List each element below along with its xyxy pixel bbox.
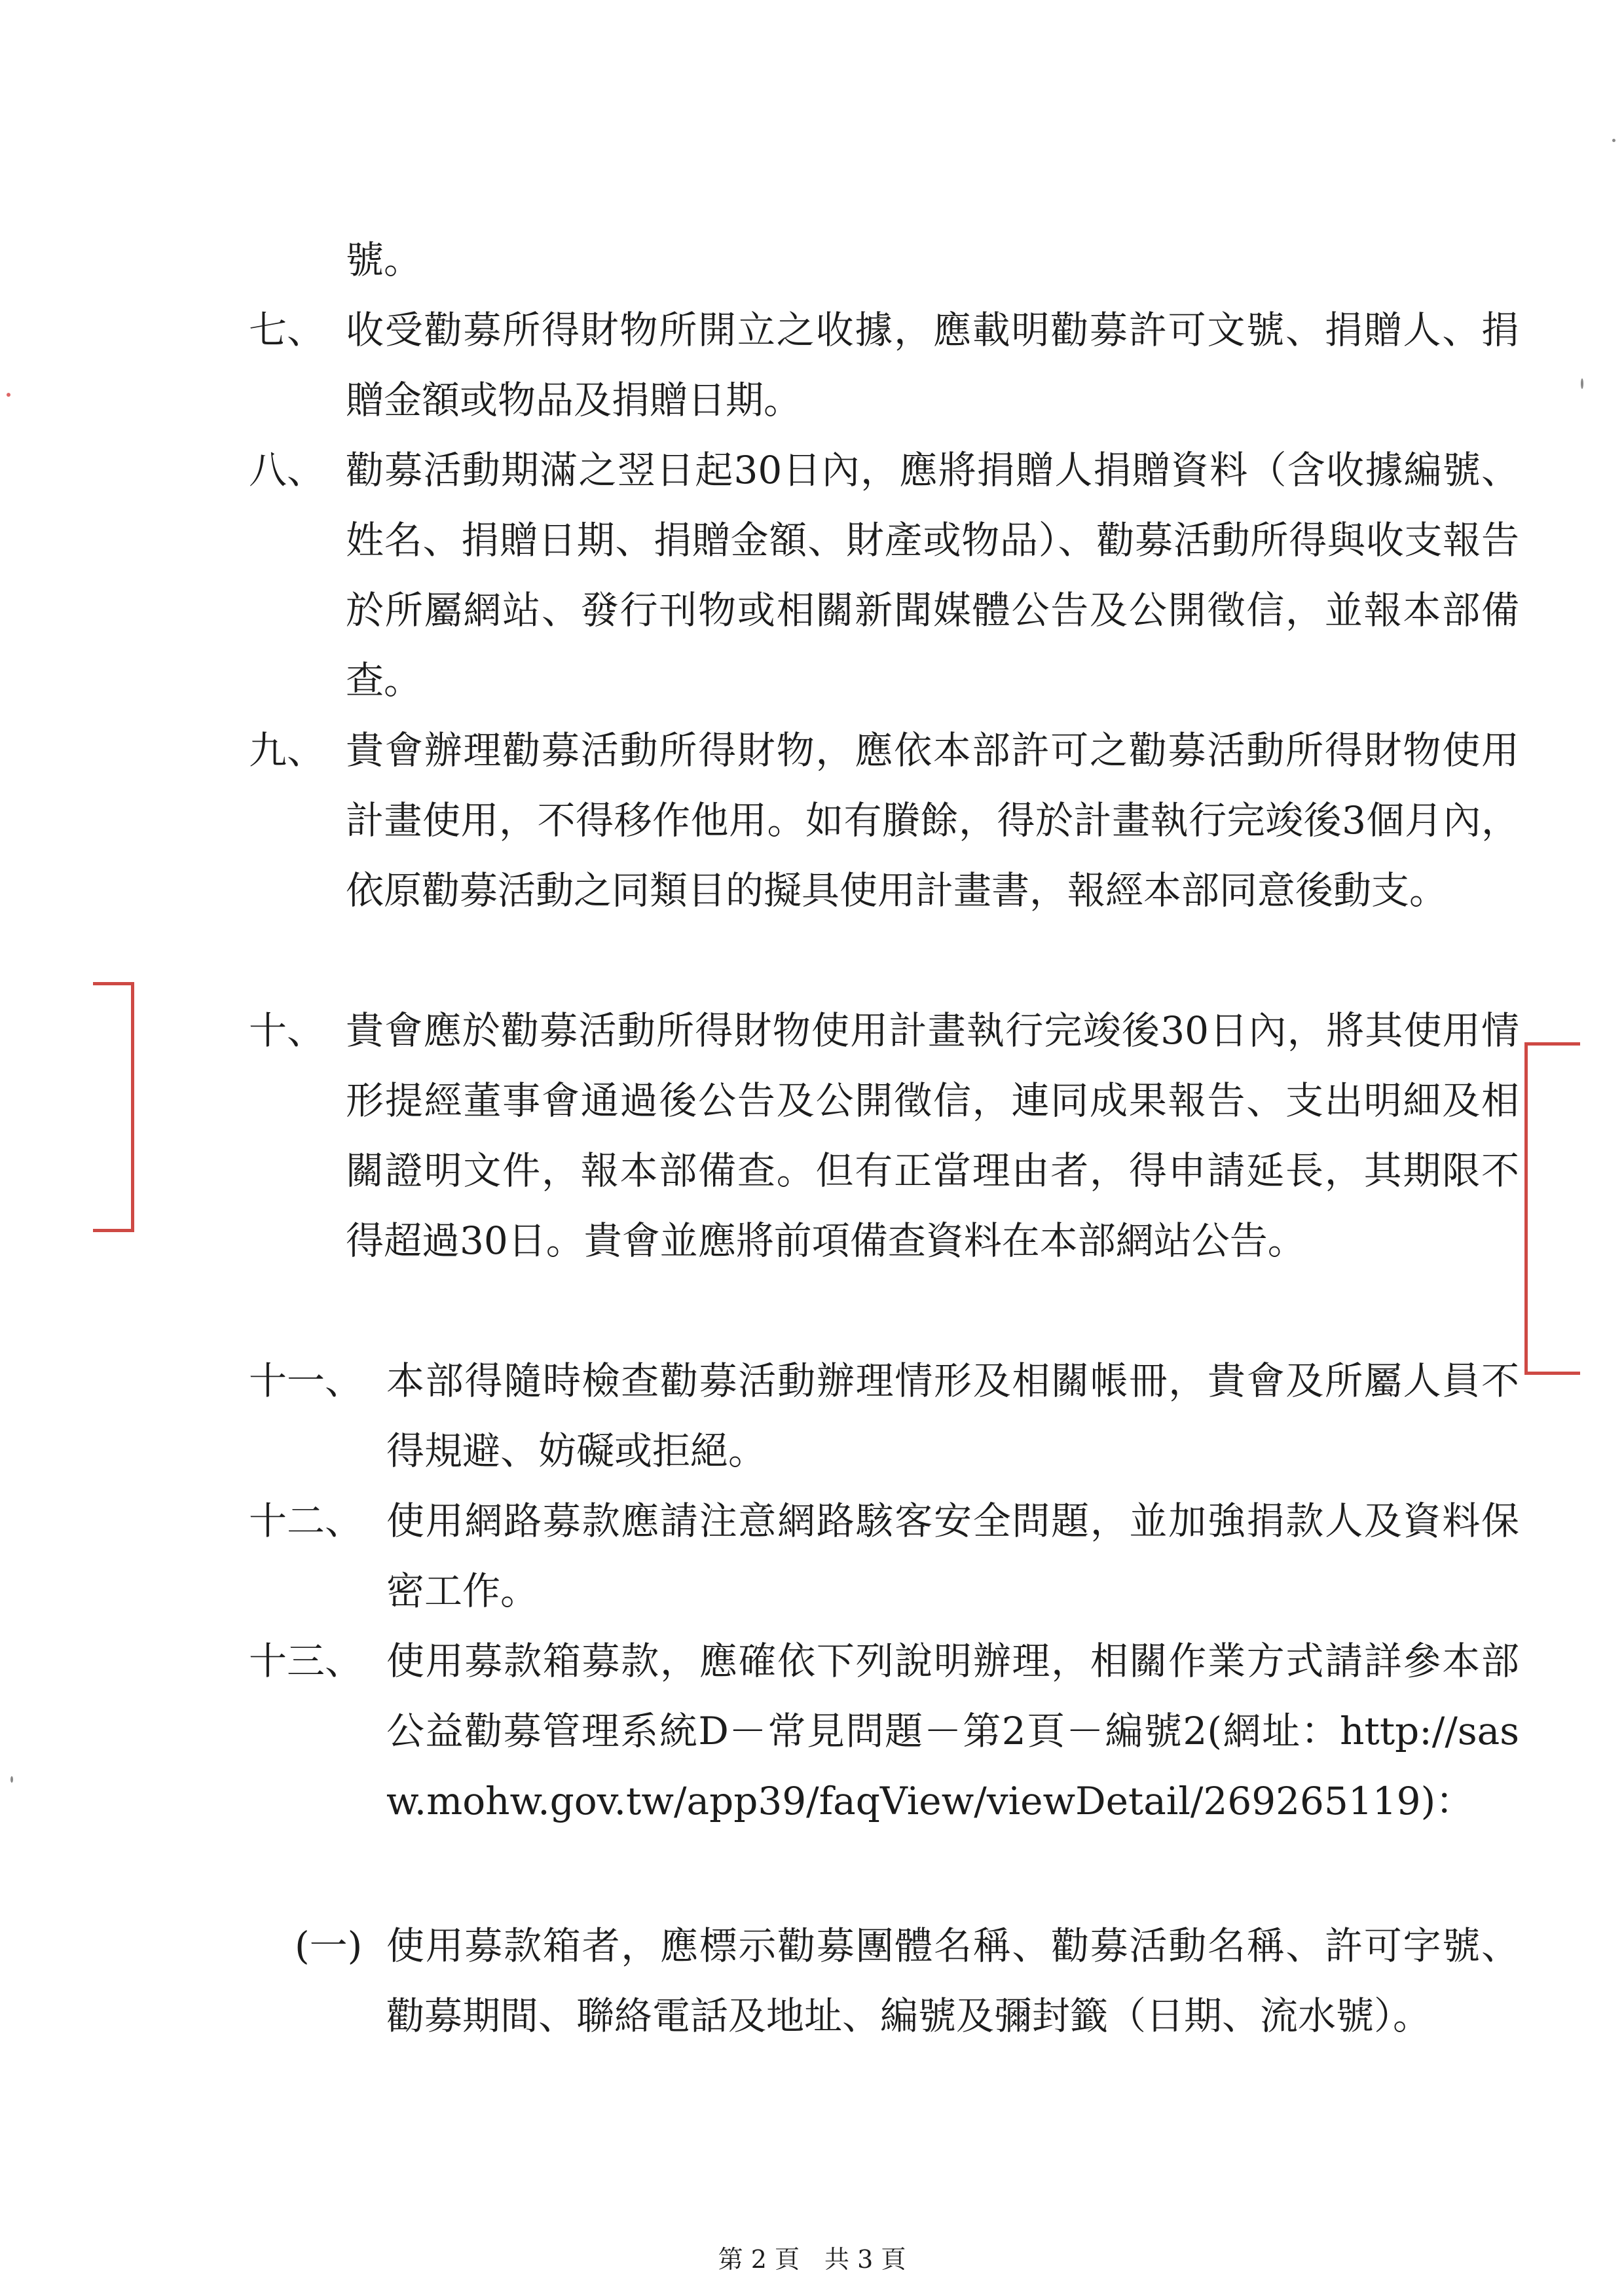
scan-speck <box>7 393 10 397</box>
scan-speck <box>1612 139 1615 142</box>
sub-item-text: 使用募款箱者，應標示勸募團體名稱、勸募活動名稱、許可字號、勸募期間、聯絡電話及地址、編號及彌封籤（日期、流水號）。 <box>386 1923 1519 2038</box>
official-seal-right <box>1524 1042 1580 1375</box>
sub-list-item <box>249 1911 1519 2051</box>
item-number: 十、 <box>249 1008 325 1053</box>
list-item <box>249 1626 1519 1836</box>
item-number: 十一、 <box>249 1358 363 1403</box>
list-item <box>249 435 1519 716</box>
official-seal-left <box>93 982 134 1232</box>
list-item <box>249 996 1519 1276</box>
item-text: 使用網路募款應請注意網路駭客安全問題，並加強捐款人及資料保密工作。 <box>386 1499 1519 1613</box>
sub-item-number: (一) <box>295 1923 363 1968</box>
item-text: 貴會應於勸募活動所得財物使用計畫執行完竣後30日內，將其使用情形提經董事會通過後公告及公開徵信，連同成果報告、支出明細及相關證明文件，報本部備查。但有正當理由者，得申請延長，其期限不得超過30日。貴會並應將前項備查資料在本部網站公告。 <box>346 1008 1519 1263</box>
list-item <box>249 295 1519 435</box>
continuation-line: 號。 <box>346 238 422 282</box>
list-item <box>249 1346 1519 1486</box>
item-number: 九、 <box>249 728 325 773</box>
item-number: 七、 <box>249 308 325 352</box>
list-item <box>249 1486 1519 1626</box>
item-text: 使用募款箱募款，應確依下列說明辦理，相關作業方式請詳參本部公益勸募管理系統D－常見問題－第2頁－編號2(網址：http://sasw.mohw.gov.tw/app39/faqView/viewDetail/269265119)： <box>386 1639 1519 1823</box>
scan-speck <box>1581 378 1583 389</box>
list-item <box>249 716 1519 926</box>
item-text: 本部得隨時檢查勸募活動辦理情形及相關帳冊，貴會及所屬人員不得規避、妨礙或拒絕。 <box>386 1358 1519 1473</box>
item-number: 十三、 <box>249 1639 363 1683</box>
item-text: 貴會辦理勸募活動所得財物，應依本部許可之勸募活動所得財物使用計畫使用，不得移作他用。如有賸餘，得於計畫執行完竣後3個月內，依原勸募活動之同類目的擬具使用計畫書，報經本部同意後動支。 <box>346 728 1519 913</box>
scan-speck <box>10 1776 13 1783</box>
item-text: 勸募活動期滿之翌日起30日內，應將捐贈人捐贈資料（含收據編號、姓名、捐贈日期、捐贈金額、財產或物品）、勸募活動所得與收支報告於所屬網站、發行刊物或相關新聞媒體公告及公開徵信，並報本部備查。 <box>346 448 1519 702</box>
item-number: 八、 <box>249 448 325 492</box>
item-number: 十二、 <box>249 1499 363 1543</box>
item-text: 收受勸募所得財物所開立之收據，應載明勸募許可文號、捐贈人、捐贈金額或物品及捐贈日期。 <box>346 308 1519 422</box>
page-number: 第 2 頁 共 3 頁 <box>718 2245 906 2274</box>
